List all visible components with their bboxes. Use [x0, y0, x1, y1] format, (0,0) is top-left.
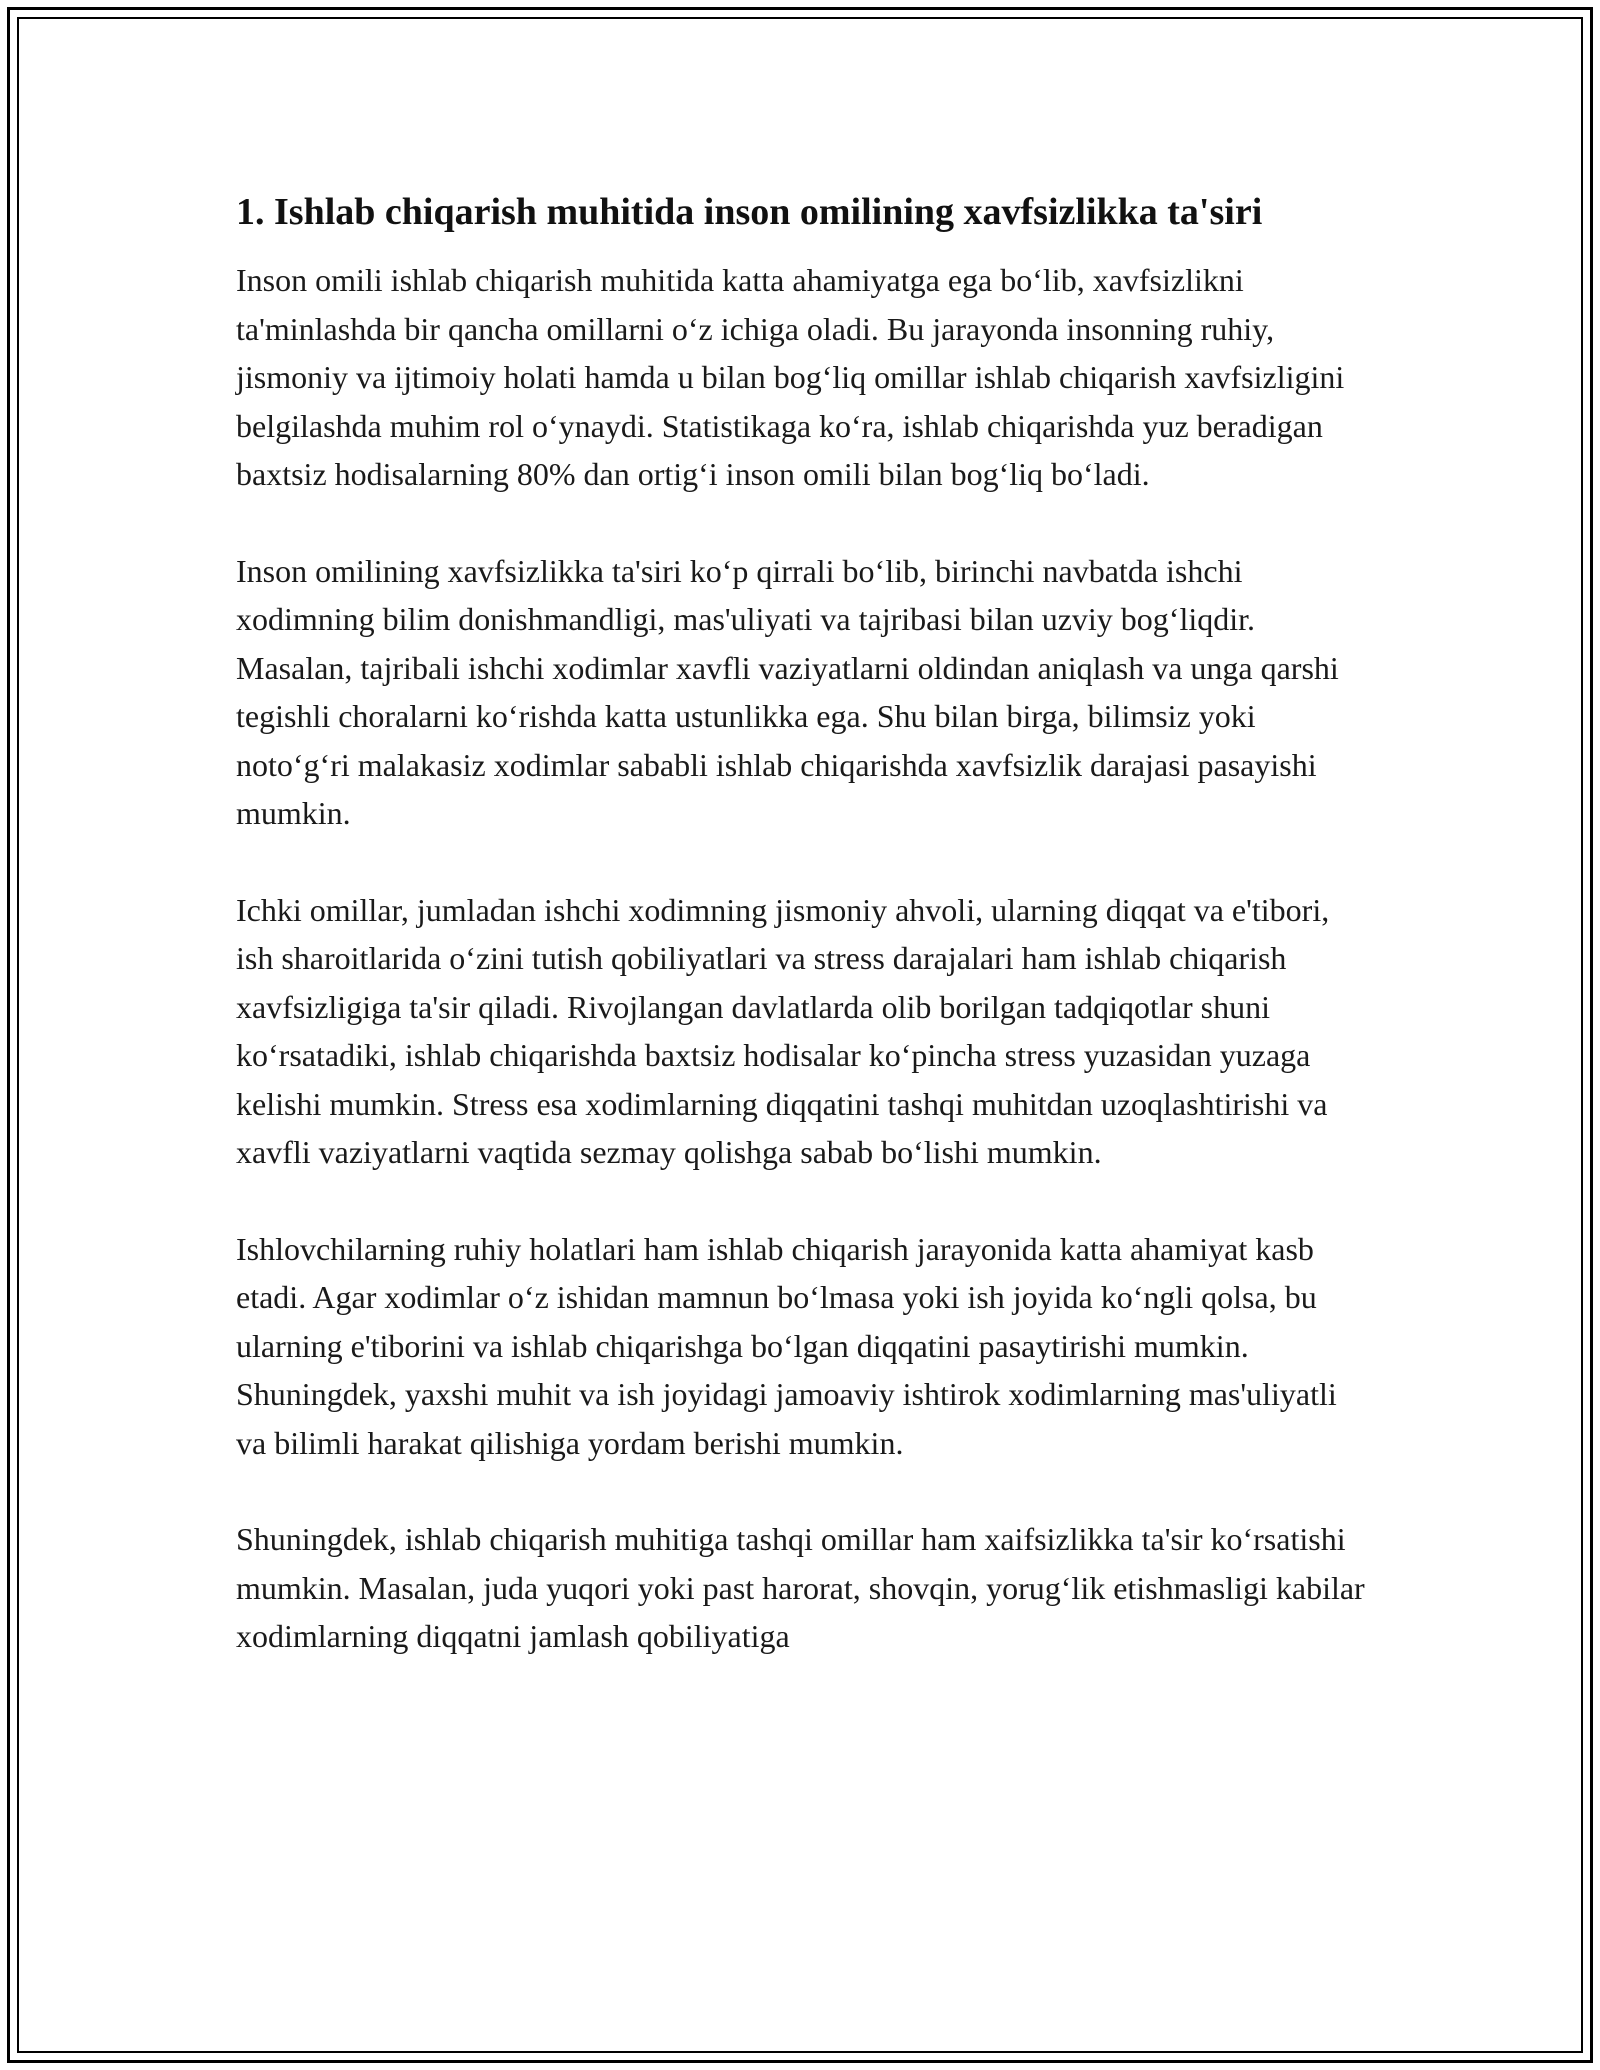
paragraph-4: Ishlovchilarning ruhiy holatlari ham ishlab chiqarish jarayonida katta ahamiyat kasb etadi. Agar xodimlar o‘z ishidan mamnun bo‘lmasa yoki ish joyida ko‘ngli qolsa, bu ularning e'tiborini va ishlab chiqarishga bo‘lgan diqqatini pasaytirishi mumkin. Shuningdek, yaxshi muhit va ish joyidagi jamoaviy ishtirok xodimlarning mas'uliyatli va bilimli harakat qilishiga yordam berishi mumkin. [236, 1230, 1337, 1461]
paragraph-3: Ichki omillar, jumladan ishchi xodimning jismoniy ahvoli, ularning diqqat va e'tibori, ish sharoitlarida o‘zini tutish qobiliyatlari va stress darajalari ham ishlab chiqarish xavfsizligiga ta'sir qiladi. Rivojlangan davlatlarda olib borilgan tadqiqotlar shuni ko‘rsatadiki, ishlab chiqarishda baxtsiz hodisalar ko‘pincha stress yuzasidan yuzaga kelishi mumkin. Stress esa xodimlarning diqqatini tashqi muhitdan uzoqlashtirishi va xavfli vaziyatlarni vaqtida sezmay qolishga sabab bo‘lishi mumkin. [236, 891, 1330, 1170]
paragraph-1: Inson omili ishlab chiqarish muhitida katta ahamiyatga ega bo‘lib, xavfsizlikni ta'minlashda bir qancha omillarni o‘z ichiga oladi. Bu jarayonda insonning ruhiy, jismoniy va ijtimoiy holati hamda u bilan bog‘liq omillar ishlab chiqarish xavfsizligini belgilashda muhim rol o‘ynaydi. Statistikaga ko‘ra, ishlab chiqarishda yuz beradigan baxtsiz hodisalarning 80% dan ortig‘i inson omili bilan bog‘liq bo‘ladi. [236, 262, 1345, 492]
section-heading: 1. Ishlab chiqarish muhitida inson omilining xavfsizlikka ta'siri [236, 191, 1263, 233]
document-body [236, 185, 1366, 1709]
paragraph-2: Inson omilining xavfsizlikka ta'siri ko‘p qirrali bo‘lib, birinchi navbatda ishchi xodimning bilim donishmandligi, mas'uliyati va tajribasi bilan uzviy bog‘liqdir. Masalan, tajribali ishchi xodimlar xavfli vaziyatlarni oldindan aniqlash va unga qarshi tegishli choralarni ko‘rishda katta ustunlikka ega. Shu bilan birga, bilimsiz yoki noto‘g‘ri malakasiz xodimlar sababli ishlab chiqarishda xavfsizlik darajasi pasayishi mumkin. [236, 552, 1339, 831]
paragraph-5: Shuningdek, ishlab chiqarish muhitiga tashqi omillar ham xaifsizlikka ta'sir ko‘rsatishi mumkin. Masalan, juda yuqori yoki past harorat, shovqin, yorug‘lik etishmasligi kabilar xodimlarning diqqatni jamlash qobiliyatiga [236, 1521, 1365, 1654]
